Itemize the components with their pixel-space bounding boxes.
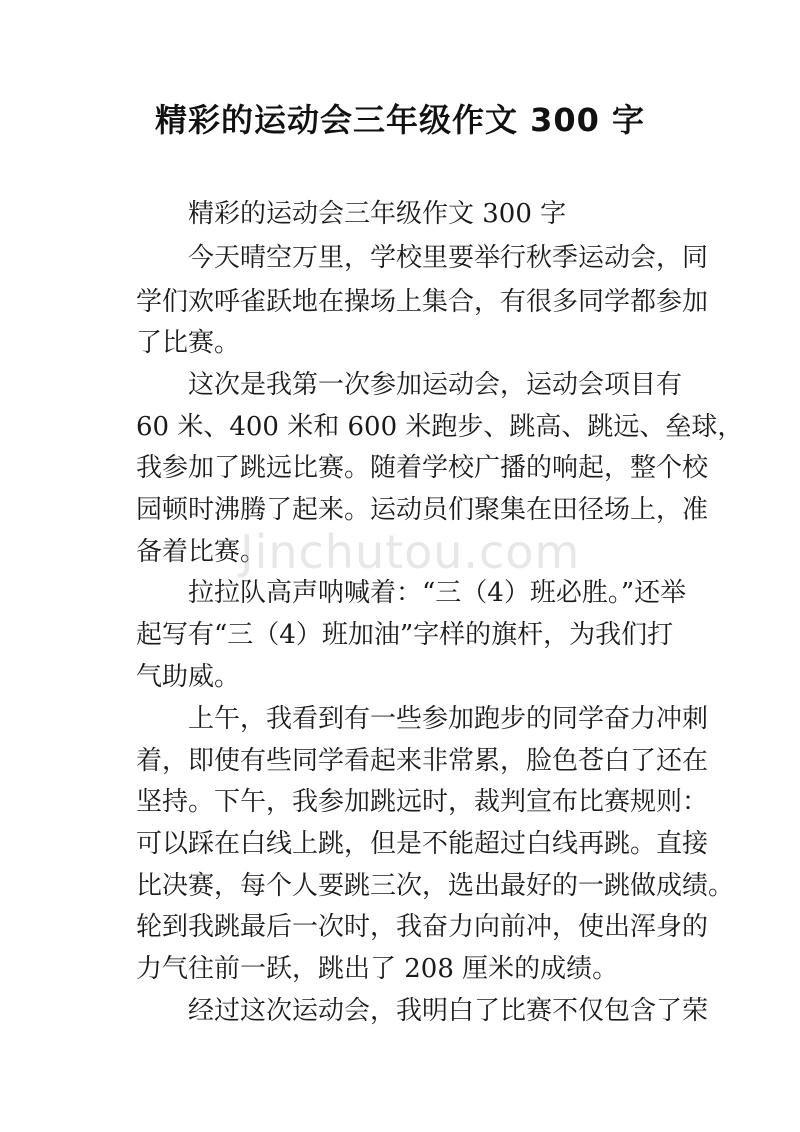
body-line: 坚持。下午，我参加跳远时，裁判宣布比赛规则： bbox=[136, 787, 709, 817]
body-line: 拉拉队高声呐喊着：“三（4）班必胜。”还举 bbox=[136, 578, 687, 608]
body-line: 我参加了跳远比赛。随着学校广播的响起，整个校 bbox=[136, 453, 709, 483]
body-line: 比决赛，每个人要跳三次，选出最好的一跳做成绩。 bbox=[136, 871, 735, 901]
body-line: 力气往前一跃，跳出了 208 厘米的成绩。 bbox=[136, 954, 619, 984]
body-line: 着，即使有些同学看起来非常累，脸色苍白了还在 bbox=[136, 746, 709, 776]
body-line: 园顿时沸腾了起来。运动员们聚集在田径场上，准 bbox=[136, 495, 709, 525]
body-line: 经过这次运动会，我明白了比赛不仅包含了荣 bbox=[136, 996, 709, 1026]
document-title: 精彩的运动会三年级作文 300 字 bbox=[154, 101, 646, 139]
body-line: 精彩的运动会三年级作文 300 字 bbox=[136, 199, 567, 229]
watermark-text: Jinchutou.com bbox=[240, 525, 581, 579]
body-line: 气助威。 bbox=[136, 662, 241, 692]
body-line: 上午，我看到有一些参加跑步的同学奋力冲刺 bbox=[136, 704, 709, 734]
body-line: 备着比赛。 bbox=[136, 537, 267, 567]
body-line: 了比赛。 bbox=[136, 328, 241, 358]
body-line: 起写有“三（4）班加油”字样的旗杆，为我们打 bbox=[136, 620, 674, 650]
body-line: 今天晴空万里，学校里要举行秋季运动会，同 bbox=[136, 243, 709, 273]
body-line: 60 米、400 米和 600 米跑步、跳高、跳远、垒球， bbox=[136, 412, 744, 442]
body-line: 可以踩在白线上跳，但是不能超过白线再跳。直接 bbox=[136, 829, 709, 859]
body-line: 轮到我跳最后一次时，我奋力向前冲，使出浑身的 bbox=[136, 912, 709, 942]
body-line: 这次是我第一次参加运动会，运动会项目有 bbox=[136, 370, 683, 400]
body-line: 学们欢呼雀跃地在操场上集合，有很多同学都参加 bbox=[136, 287, 709, 317]
